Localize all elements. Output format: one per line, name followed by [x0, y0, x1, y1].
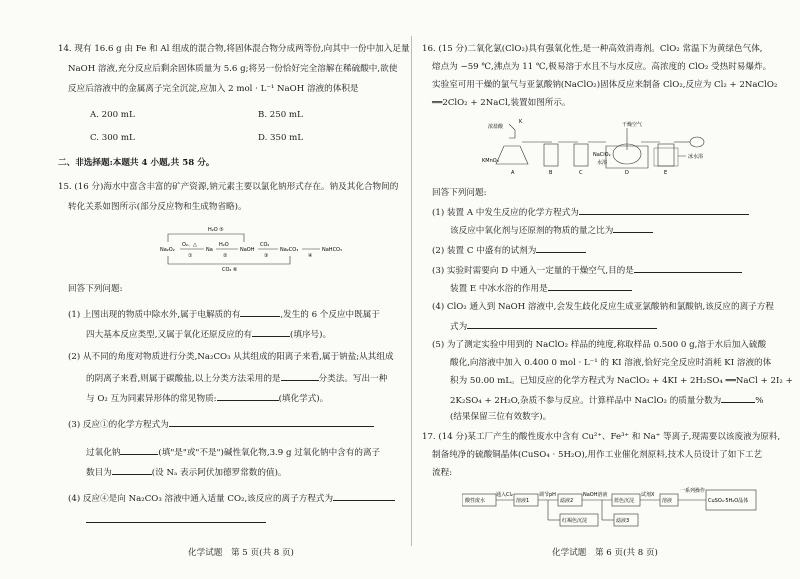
q15-line2: 转化关系如图所示(部分反应物和生成物省略)。: [68, 202, 247, 212]
q14-option-d[interactable]: D. 350 mL: [258, 133, 304, 143]
add-cl2-label: 通入Cl₂: [496, 492, 513, 498]
answer-blank[interactable]: [721, 394, 755, 403]
q16-line2: 熔点为 −59 ℃,沸点为 11 ℃,极易溶于水且不与水反应。高浓度的 ClO₂ 受热时易爆炸。: [432, 62, 772, 72]
q16-line3: 实验室可用干燥的氯气与亚氯酸钠(NaClO₂)固体反应来制备 ClO₂,反应为 Cl₂ + 2NaClO₂: [432, 80, 778, 90]
ice-bath-label: 冰水浴: [688, 154, 704, 160]
q15-part1-line2: 四大基本反应类型,又属于氧化还原反应的有 (填序号)。: [86, 330, 332, 340]
q14-option-c[interactable]: C. 300 mL: [90, 133, 135, 143]
q15-part2-line1: (2) 从不同的角度对物质进行分类,Na₂CO₃ 从其组成的阳离子来看,属于钠盐;从其组成: [68, 352, 394, 362]
q15-part1-line1: (1) 上图出现的物质中除水外,属于电解质的有 ,发生的 6 个反应中既属于: [68, 310, 380, 320]
series-operations-label: 一系列操作: [680, 488, 706, 494]
hcl-label: 浓盐酸: [488, 124, 504, 130]
filtrate-2-box: 滤液2: [560, 498, 574, 504]
q16-part4-line2: 式为: [450, 320, 657, 333]
q15-line1: 15. (16 分)海水中富含丰富的矿产资源,钠元素主要以氯化钠形式存在。钠及其化合物间的: [58, 182, 399, 192]
blue-precipitate-box: 蓝色沉淀: [614, 498, 635, 504]
valve-k-label: K: [519, 119, 523, 125]
q14-option-a[interactable]: A. 200 mL: [90, 110, 135, 120]
q16-part5-line3: 积为 50.00 mL。已知反应的化学方程式为 NaClO₂ + 4KI + 2H₂SO₄ ══NaCl + 2I₂ +: [450, 376, 793, 386]
answer-blank[interactable]: [217, 392, 279, 401]
nahco3-node: NaHCO₃: [322, 247, 342, 253]
q16-part1-line1: (1) 装置 A 中发生反应的化学方程式为: [432, 206, 749, 219]
num-3: ③: [264, 253, 269, 259]
sodium-transformation-diagram: [160, 224, 350, 272]
page-footer: 化学试题 第 6 页(共 8 页): [552, 548, 658, 558]
apparatus-d: D: [625, 170, 629, 176]
naclo2-label: NaClO₂: [593, 152, 611, 158]
answer-blank[interactable]: [579, 206, 749, 215]
q15-part3-line2: 过氧化钠 (填"是"或"不是")碱性氧化物,3.9 g 过氧化钠中含有的离子: [86, 448, 381, 458]
page-6: [422, 0, 793, 579]
na2co3-node: Na₂CO₃: [280, 247, 299, 253]
answer-blank[interactable]: [536, 244, 586, 253]
q15-part4-line1: (4) 反应④是向 Na₂CO₃ 溶液中通入适量 CO₂,该反应的离子方程式为: [68, 492, 395, 505]
q17-line1: 17. (14 分)某工厂产生的酸性废水中含有 Cu²⁺、Fe³⁺ 和 Na⁺ 等离子,现需要以该废液为原料,: [422, 432, 781, 442]
q16-line4: ══2ClO₂ + 2NaCl,装置如图所示。: [432, 98, 571, 108]
na2o2-node: Na₂O₂: [160, 247, 175, 253]
q16-part2: (2) 装置 C 中盛有的试剂为: [432, 244, 586, 257]
apparatus-e: E: [664, 170, 668, 176]
q16-part5-line4: 2K₂SO₄ + 2H₂O,杂质不参与反应。计算样品中 NaClO₂ 的质量分数为 %: [450, 396, 764, 406]
h2o-5-label: H₂O ⑤: [208, 227, 224, 233]
q16-part5-line1: (5) 为了测定实验中用到的 NaClO₂ 样品的纯度,称取样品 0.500 0 g,溶于水后加入硫酸: [432, 340, 767, 350]
page-5: [58, 0, 410, 579]
q17-line2: 制备纯净的硫酸铜晶体(CuSO₄ · 5H₂O),用作工业催化剂原料,技术人员设计了如下工艺: [432, 450, 763, 460]
answer-blank[interactable]: [281, 372, 319, 381]
q15-part2-line3: 与 O₂ 互为同素异形体的常见物质: (填化学式)。: [86, 394, 329, 404]
process-flowchart: [462, 484, 768, 538]
co2-6-label: CO₂ ⑥: [222, 267, 238, 272]
answer-blank[interactable]: [169, 418, 374, 427]
answer-blank[interactable]: [613, 224, 653, 233]
apparatus-a: A: [511, 170, 515, 176]
naoh-node: NaOH: [240, 247, 255, 253]
q14-line1: 14. 现有 16.6 g 由 Fe 和 Al 组成的混合物,将固体混合物分成两等份,向其中一份中加入足量: [58, 44, 410, 54]
h2o-label: H₂O: [219, 242, 229, 248]
q16-part5-line2: 酸化,向溶液中加入 0.400 0 mol · L⁻¹ 的 KI 溶液,恰好完全反应时消耗 KI 溶液的体: [450, 358, 772, 368]
q16-part1-line2: 该反应中氧化剂与还原剂的物质的量之比为: [450, 224, 653, 237]
solution-1-box: 溶液1: [516, 498, 530, 504]
co2-label: CO₂: [260, 242, 270, 248]
o2-heat-label: O₂、△: [182, 242, 197, 248]
q15-prompt: 回答下列问题:: [68, 284, 123, 294]
q16-part3-line2: 装置 E 中冰水浴的作用是: [450, 282, 632, 295]
answer-blank[interactable]: [86, 514, 266, 523]
q15-part3-line3: 数目为 (设 Nₐ 表示阿伏加德罗常数的值)。: [86, 468, 287, 478]
answer-blank[interactable]: [252, 328, 290, 337]
num-2: ②: [223, 253, 228, 259]
q15-part4-line2: [86, 514, 266, 527]
q17-line3: 流程:: [432, 468, 453, 478]
water-bath-label: 水浴: [597, 160, 608, 166]
red-brown-precipitate-box: 红褐色沉淀: [562, 518, 588, 524]
q14-option-b[interactable]: B. 250 mL: [258, 110, 303, 120]
q16-prompt: 回答下列问题:: [432, 188, 487, 198]
q16-part5-line5: (结果保留三位有效数字)。: [450, 412, 552, 422]
kmno4-label: KMnO₄: [482, 158, 499, 164]
num-4: ④: [308, 253, 313, 259]
q15-part3-line1: (3) 反应①的化学方程式为: [68, 418, 374, 431]
apparatus-c: C: [579, 170, 583, 176]
q14-line3: 反应后溶液中的金属离子完全沉淀,应加入 2 mol · L⁻¹ NaOH 溶液的体积是: [68, 84, 359, 94]
reagent-x-label: 试剂X: [641, 492, 655, 498]
q16-part3-line1: (3) 实验时需要向 D 中通入一定量的干燥空气,目的是: [432, 264, 742, 277]
column-divider: [411, 36, 412, 546]
naoh-solution-label: NaOH溶液: [583, 492, 608, 498]
answer-blank[interactable]: [112, 466, 152, 475]
answer-blank[interactable]: [120, 446, 158, 455]
answer-blank[interactable]: [548, 282, 632, 291]
copper-sulfate-crystal-box: CuSO₄·5H₂O晶体: [708, 498, 749, 504]
page-footer: 化学试题 第 5 页(共 8 页): [188, 548, 294, 558]
section-2-heading: 二、非选择题:本题共 4 小题,共 58 分。: [58, 158, 215, 168]
answer-blank[interactable]: [240, 308, 280, 317]
answer-blank[interactable]: [333, 492, 395, 501]
clo2-apparatus-diagram: [482, 116, 732, 180]
dry-air-label: 干燥空气: [622, 122, 643, 128]
na-node: Na: [206, 247, 213, 253]
apparatus-b: B: [549, 170, 553, 176]
adjust-ph-label: 调节pH: [539, 492, 556, 498]
q16-line1: 16. (15 分)二氧化氯(ClO₂)具有强氧化性,是一种高效消毒剂。ClO₂ 常温下为黄绿色气体,: [422, 44, 763, 54]
answer-blank[interactable]: [467, 320, 657, 329]
q14-line2: NaOH 溶液,充分反应后剩余固体质量为 5.6 g;将另一份恰好完全溶解在稀硫酸中,欲使: [68, 64, 398, 74]
answer-blank[interactable]: [634, 264, 742, 273]
filtrate-3-box: 滤液3: [616, 518, 630, 524]
q16-part4-line1: (4) ClO₂ 通入到 NaOH 溶液中,会发生歧化反应生成亚氯酸钠和氯酸钠,该反应的离子方程: [432, 302, 774, 312]
waste-water-box: 酸性废水: [465, 498, 486, 504]
q15-part2-line2: 的阴离子来看,则属于碳酸盐,以上分类方法采用的是 分类法。写出一种: [86, 374, 388, 384]
solution-box: 溶液: [662, 498, 673, 504]
num-1: ①: [188, 253, 193, 259]
